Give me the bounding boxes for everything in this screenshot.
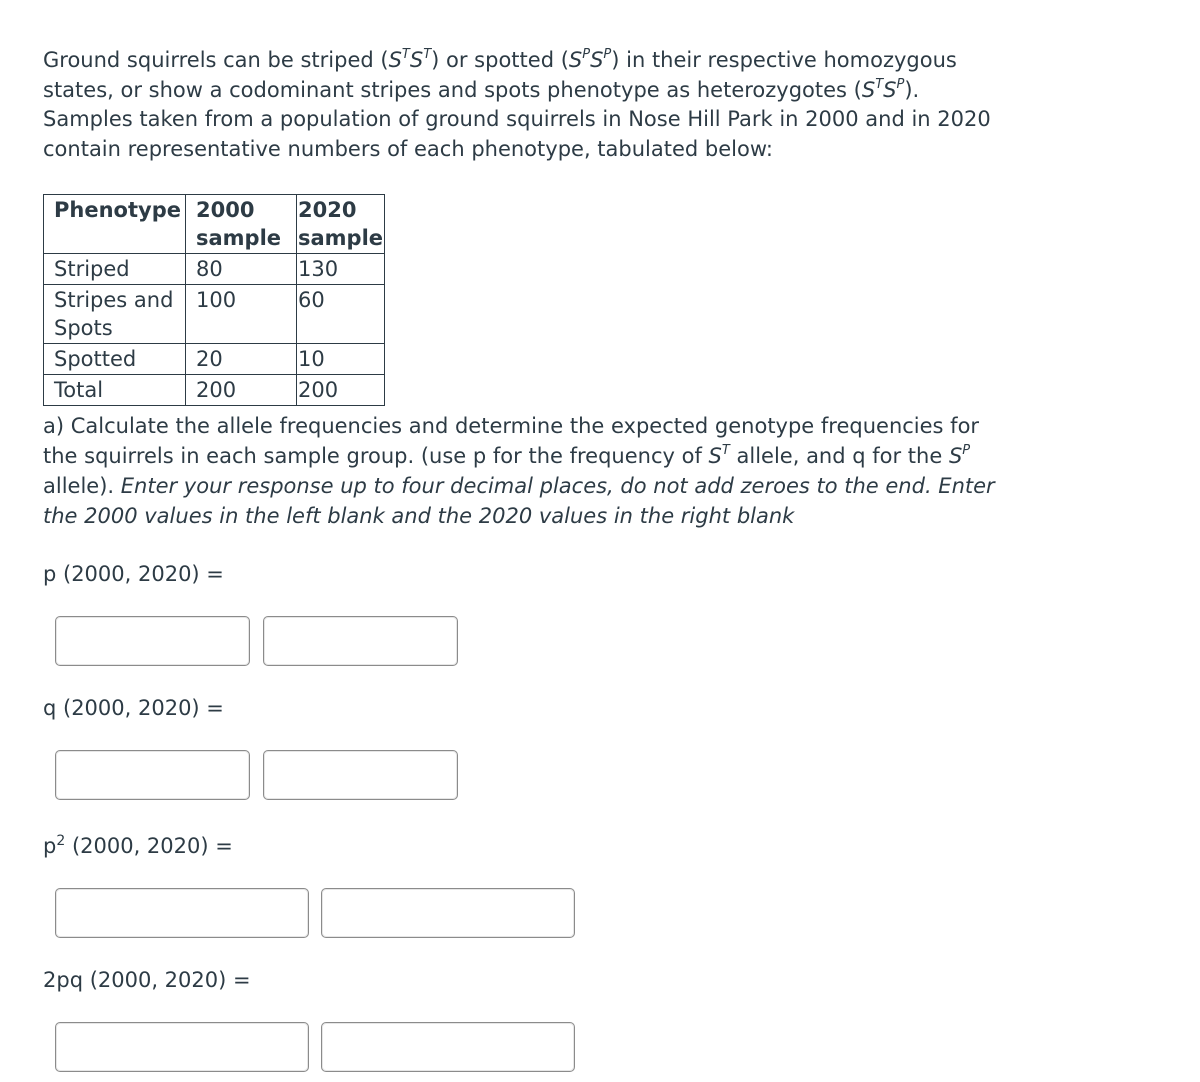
intro-paragraph: [43, 46, 1003, 164]
allele-symbol: $S^T$: [708, 443, 730, 468]
p2-2000-input[interactable]: [55, 888, 309, 938]
p-2000-input[interactable]: [55, 616, 250, 666]
twopq-2020-input[interactable]: [321, 1022, 575, 1072]
p2-2020-input[interactable]: [321, 888, 575, 938]
table-cell: 20: [186, 344, 297, 375]
table-cell: Striped: [44, 254, 186, 285]
table-cell: Spotted: [44, 344, 186, 375]
table-cell: 130: [297, 254, 385, 285]
p2-label: $p^2$ (2000, 2020) =: [43, 833, 233, 858]
q-label: q (2000, 2020) =: [43, 696, 224, 720]
table-row: [44, 285, 385, 344]
allele-symbol: $S^TS^P$: [861, 76, 905, 102]
table-cell: 200: [186, 375, 297, 406]
instruction-text: Enter your response up to four decimal places, do not add zeroes to the end. Enter the 2000 values in the left blank and the 2020 values in the right blank: [43, 474, 995, 528]
table-row: [44, 254, 385, 285]
table-header: 2000 sample: [186, 195, 297, 254]
allele-symbol: $S^P$: [948, 443, 971, 468]
table-row: [44, 344, 385, 375]
allele-symbol: $S^PS^P$: [568, 47, 612, 72]
q-2020-input[interactable]: [263, 750, 458, 800]
table-cell: 60: [297, 285, 385, 344]
phenotype-table: [43, 194, 385, 406]
table-cell: 80: [186, 254, 297, 285]
p-2020-input[interactable]: [263, 616, 458, 666]
table-cell: 200: [297, 375, 385, 406]
table-cell: Stripes and Spots: [44, 285, 186, 344]
twopq-label: 2pq (2000, 2020) =: [43, 968, 251, 992]
table-cell: Total: [44, 375, 186, 406]
question-text: a) Calculate the allele frequencies and determine the expected genotype frequencies for the squirrels in each sample group. (use p for the frequency of $S^T$ allele, and q for the $S^P$ allele). Enter your response up to four decimal places, do not add zeroes to the end. Enter the 2000 values in the left blank and the 2020 values in the right blank: [43, 414, 995, 528]
table-header-row: [44, 195, 385, 254]
intro-text-4: ). Samples taken from a population of ground squirrels in Nose Hill Park in 2000 and in 2020 contain representative numbers of each phenotype, tabulated below:: [43, 77, 991, 161]
twopq-2000-input[interactable]: [55, 1022, 309, 1072]
table-header: 2020 sample: [297, 195, 385, 254]
intro-text-3: ) in their respective homozygous states, or show a codominant stripes and spots phenotype as heterozygotes (: [43, 48, 957, 102]
allele-symbol: $S^TS^T$: [388, 47, 432, 72]
table-row: [44, 375, 385, 406]
table-cell: 100: [186, 285, 297, 344]
intro-text-2: ) or spotted (: [431, 48, 569, 72]
q-2000-input[interactable]: [55, 750, 250, 800]
table-cell: 10: [297, 344, 385, 375]
p-label: p (2000, 2020) =: [43, 562, 224, 586]
intro-text-1: Ground squirrels can be striped (: [43, 48, 389, 72]
table-header: Phenotype: [44, 195, 186, 254]
